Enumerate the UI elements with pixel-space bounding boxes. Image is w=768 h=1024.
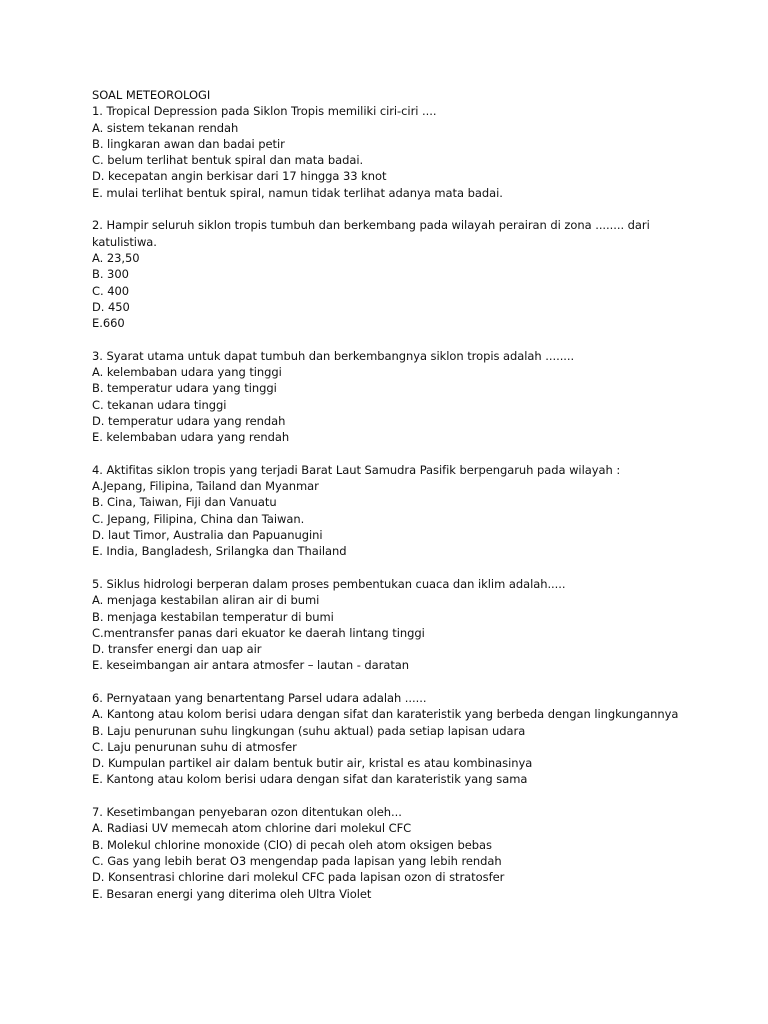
answer-option-b: B. temperatur udara yang tinggi [92,381,277,396]
answer-option-a: A. Kantong atau kolom berisi udara dengan sifat dan karateristik yang berbeda dengan lingkungannya [92,707,679,722]
answer-option-d: D. temperatur udara yang rendah [92,413,286,428]
question-prompt: 7. Kesetimbangan penyebaran ozon ditentukan oleh... [92,805,402,820]
answer-option-a: A. menjaga kestabilan aliran air di bumi [92,593,320,608]
answer-option-a: A. Radiasi UV memecah atom chlorine dari molekul CFC [92,821,412,836]
answer-option-c: C. Jepang, Filipina, China dan Taiwan. [92,511,305,526]
question-prompt: 5. Siklus hidrologi berperan dalam proses pembentukan cuaca dan iklim adalah..... [92,576,566,591]
answer-option-a: A. sistem tekanan rendah [92,120,239,135]
answer-option-a: A. kelembaban udara yang tinggi [92,365,282,380]
answer-option-a: A. 23,50 [92,250,140,265]
answer-option-e: E.660 [92,316,125,331]
answer-option-c: C. belum terlihat bentuk spiral dan mata badai. [92,153,364,168]
document-page [92,87,692,902]
answer-option-c: C. Laju penurunan suhu di atmosfer [92,739,297,754]
question-7 [92,804,692,902]
answer-option-d: D. kecepatan angin berkisar dari 17 hingga 33 knot [92,169,387,184]
answer-option-b: B. lingkaran awan dan badai petir [92,136,285,151]
question-3 [92,348,692,446]
answer-option-e: E. mulai terlihat bentuk spiral, namun tidak terlihat adanya mata badai. [92,185,503,200]
answer-option-d: D. laut Timor, Australia dan Papuanugini [92,528,323,543]
question-prompt: 6. Pernyataan yang benartentang Parsel udara adalah ...... [92,690,427,705]
answer-option-b: B. Cina, Taiwan, Fiji dan Vanuatu [92,495,277,510]
answer-option-c: C. Gas yang lebih berat O3 mengendap pada lapisan yang lebih rendah [92,853,502,868]
answer-option-e: E. India, Bangladesh, Srilangka dan Thailand [92,544,347,559]
question-6 [92,690,692,788]
question-5 [92,576,692,674]
question-prompt: 3. Syarat utama untuk dapat tumbuh dan berkembangnya siklon tropis adalah ........ [92,348,575,363]
question-prompt: 1. Tropical Depression pada Siklon Tropis memiliki ciri-ciri .... [92,104,437,119]
answer-option-e: E. keseimbangan air antara atmosfer – lautan - daratan [92,658,410,673]
answer-option-e: E. Besaran energi yang diterima oleh Ultra Violet [92,886,372,901]
answer-option-b: B. 300 [92,267,129,282]
answer-option-b: B. Molekul chlorine monoxide (ClO) di pecah oleh atom oksigen bebas [92,837,492,852]
answer-option-b: B. menjaga kestabilan temperatur di bumi [92,609,334,624]
answer-option-e: E. kelembaban udara yang rendah [92,430,290,445]
answer-option-b: B. Laju penurunan suhu lingkungan (suhu aktual) pada setiap lapisan udara [92,723,526,738]
answer-option-c: C.mentransfer panas dari ekuator ke daerah lintang tinggi [92,625,425,640]
answer-option-e: E. Kantong atau kolom berisi udara dengan sifat dan karateristik yang sama [92,772,528,787]
answer-option-d: D. Kumpulan partikel air dalam bentuk butir air, kristal es atau kombinasinya [92,756,533,771]
question-4 [92,462,692,560]
question-prompt: 2. Hampir seluruh siklon tropis tumbuh dan berkembang pada wilayah perairan di zona ........ dari katulistiwa. [92,218,650,249]
answer-option-d: D. Konsentrasi chlorine dari molekul CFC pada lapisan ozon di stratosfer [92,870,505,885]
answer-option-d: D. transfer energi dan uap air [92,642,262,657]
question-2 [92,217,692,331]
answer-option-a: A.Jepang, Filipina, Tailand dan Myanmar [92,479,319,494]
answer-option-c: C. 400 [92,283,129,298]
question-1 [92,103,692,201]
answer-option-c: C. tekanan udara tinggi [92,397,227,412]
document-title: SOAL METEOROLOGI [92,88,211,102]
answer-option-d: D. 450 [92,299,130,314]
question-prompt: 4. Aktifitas siklon tropis yang terjadi Barat Laut Samudra Pasifik berpengaruh pada wilayah : [92,462,621,477]
